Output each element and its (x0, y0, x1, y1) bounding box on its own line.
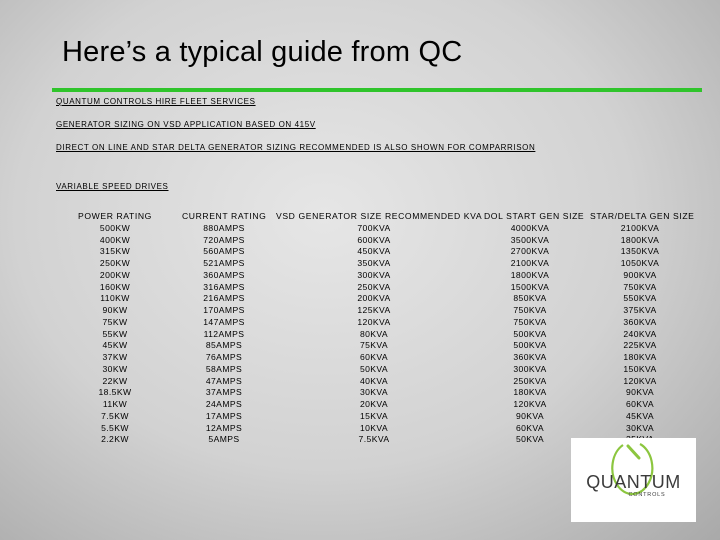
table-cell: 1350KVA (620, 246, 660, 257)
table-cell: 37AMPS (205, 387, 243, 398)
table-cell: 30KW (102, 363, 128, 374)
table-cell: 250KVA (357, 281, 391, 292)
table-cell: 750KVA (623, 281, 657, 292)
table-cell: 500KVA (513, 340, 547, 351)
table-cell: 55KW (102, 328, 128, 339)
table-cell: 120KVA (357, 316, 391, 327)
table-cell: 24AMPS (205, 399, 243, 409)
table-cell: 300KVA (513, 363, 547, 374)
dol-size-column (484, 211, 585, 446)
table-cell: 700KVA (357, 222, 391, 233)
table-cell: 1800KVA (620, 234, 660, 245)
table-cell: 90KVA (515, 410, 545, 421)
table-cell: 150KVA (623, 363, 657, 374)
table-cell: 12AMPS (205, 422, 243, 433)
table-cell: 75KW (102, 316, 128, 327)
green-divider (52, 88, 702, 92)
table-cell: 30KVA (359, 387, 389, 398)
table-cell: 160KW (99, 281, 131, 292)
table-cell: 216AMPS (203, 293, 245, 304)
table-cell: 1800KVA (510, 269, 550, 280)
table-cell: 360KVA (513, 352, 547, 362)
current-rating-header: CURRENT RATING (182, 211, 267, 221)
table-cell: 40KVA (359, 375, 389, 386)
table-cell: 170AMPS (203, 305, 245, 315)
table-cell: 360AMPS (203, 269, 245, 280)
table-cell: 720AMPS (203, 234, 245, 245)
power-cells (70, 223, 160, 446)
table-cell: 2100KVA (510, 258, 550, 268)
table-cell: 360KVA (623, 316, 657, 327)
dol-note: DIRECT ON LINE AND STAR DELTA GENERATOR SIZING RECOMMENDED IS ALSO SHOWN FOR COMPARRISON (56, 143, 536, 152)
table-cell: 4000KVA (510, 222, 550, 233)
slide-title: Here’s a typical guide from QC (62, 36, 463, 68)
table-cell: 15KVA (359, 410, 389, 421)
company-heading: QUANTUM CONTROLS HIRE FLEET SERVICES (56, 97, 256, 106)
logo-word-text: QUANTUM (586, 472, 681, 492)
logo-sub-text: CONTROLS (628, 492, 666, 498)
table-cell: 45KVA (625, 410, 655, 421)
table-cell: 750KVA (513, 305, 547, 315)
dol-size-header: DOL START GEN SIZE (484, 211, 585, 221)
table-cell: 375KVA (623, 305, 657, 315)
table-cell: 37KW (102, 352, 128, 362)
table-cell: 90KVA (625, 387, 655, 398)
table-cell: 450KVA (357, 246, 391, 257)
table-cell: 180KVA (513, 387, 547, 398)
table-cell: 90KW (102, 305, 128, 315)
table-cell: 250KVA (513, 375, 547, 386)
table-cell: 400KW (99, 234, 131, 245)
table-cell: 300KVA (357, 269, 391, 280)
table-cell: 2.2KW (101, 434, 129, 445)
vsd-size-header: VSD GENERATOR SIZE RECOMMENDED KVA (276, 211, 483, 221)
vsd-size-column (276, 211, 483, 446)
table-cell: 850KVA (513, 293, 547, 304)
table-cell: 11KW (102, 399, 128, 409)
table-cell: 30KVA (625, 422, 655, 433)
table-cell: 5.5KW (101, 422, 129, 433)
dol-cells (484, 223, 576, 446)
table-cell: 1500KVA (510, 281, 550, 292)
power-rating-column (70, 211, 160, 446)
table-cell: 500KW (99, 222, 131, 233)
table-cell: 75KVA (359, 340, 389, 351)
table-cell: 550KVA (623, 293, 657, 304)
quantum-controls-logo (571, 438, 696, 522)
table-cell: 500KVA (513, 328, 547, 339)
table-cell: 147AMPS (203, 316, 245, 327)
table-cell: 3500KVA (510, 234, 550, 245)
table-cell: 315KW (99, 246, 131, 257)
table-cell: 85AMPS (205, 340, 243, 351)
table-cell: 50KVA (515, 434, 545, 445)
table-cell: 200KVA (357, 293, 391, 304)
table-cell: 880AMPS (203, 222, 245, 233)
table-cell: 2700KVA (510, 246, 550, 257)
table-cell: 7.5KVA (358, 434, 390, 445)
table-cell: 112AMPS (203, 328, 245, 339)
table-cell: 125KVA (357, 305, 391, 315)
table-cell: 60KVA (625, 399, 655, 409)
table-cell: 2100KVA (620, 222, 660, 233)
table-cell: 80KVA (359, 328, 389, 339)
table-cell: 225KVA (623, 340, 657, 351)
table-cell: 7.5KW (101, 410, 129, 421)
table-cell: 22KW (102, 375, 128, 386)
current-rating-column (182, 211, 266, 446)
power-rating-header: POWER RATING (78, 211, 152, 221)
table-cell: 200KW (99, 269, 131, 280)
table-cell: 560AMPS (203, 246, 245, 257)
star-cells (590, 223, 690, 446)
current-cells (182, 223, 266, 446)
table-cell: 50KVA (359, 363, 389, 374)
table-cell: 45KW (102, 340, 128, 351)
table-cell: 120KVA (623, 375, 657, 386)
table-cell: 750KVA (513, 316, 547, 327)
drives-heading: VARIABLE SPEED DRIVES (56, 182, 169, 191)
table-cell: 1050KVA (620, 258, 660, 268)
table-cell: 250KW (99, 258, 131, 268)
table-cell: 316AMPS (203, 281, 245, 292)
table-cell: 120KVA (513, 399, 547, 409)
table-cell: 10KVA (359, 422, 389, 433)
table-cell: 20KVA (359, 399, 389, 409)
table-cell: 350KVA (357, 258, 391, 268)
table-cell: 47AMPS (205, 375, 243, 386)
quantum-logo-graphic (571, 438, 696, 522)
table-cell: 110KW (100, 293, 130, 304)
star-delta-column (590, 211, 695, 446)
star-delta-header: STAR/DELTA GEN SIZE (590, 211, 695, 221)
table-cell: 240KVA (623, 328, 657, 339)
table-cell: 76AMPS (205, 352, 243, 362)
table-cell: 58AMPS (205, 363, 243, 374)
logo-accent-mark (628, 446, 639, 458)
table-cell: 521AMPS (203, 258, 245, 268)
table-cell: 60KVA (359, 352, 389, 362)
table-cell: 18.5KW (98, 387, 132, 398)
table-cell: 900KVA (623, 269, 657, 280)
table-cell: 5AMPS (208, 434, 240, 445)
table-cell: 60KVA (515, 422, 545, 433)
table-cell: 180KVA (623, 352, 657, 362)
vsd-cells (276, 223, 472, 446)
sizing-heading: GENERATOR SIZING ON VSD APPLICATION BASED ON 415V (56, 120, 316, 129)
table-cell: 600KVA (357, 234, 391, 245)
table-cell: 17AMPS (205, 410, 243, 421)
